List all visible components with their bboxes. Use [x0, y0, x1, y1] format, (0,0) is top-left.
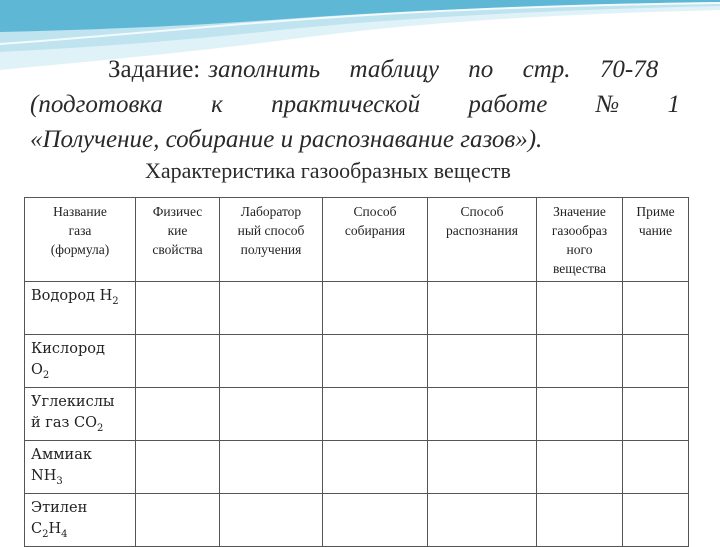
header-significance: Значение газообраз ного вещества — [537, 198, 623, 282]
task-word: № — [595, 91, 620, 118]
task-word: 1 — [667, 91, 680, 118]
table-row — [25, 282, 689, 335]
task-word: работе — [468, 91, 548, 118]
table-cell[interactable] — [220, 388, 323, 441]
table-cell[interactable] — [136, 282, 220, 335]
task-line-2 — [30, 87, 680, 122]
table-cell[interactable] — [220, 282, 323, 335]
table-cell[interactable] — [323, 335, 428, 388]
table-cell[interactable] — [623, 494, 689, 547]
task-label: Задание: — [108, 56, 201, 83]
table-cell[interactable] — [537, 282, 623, 335]
table-cell[interactable] — [220, 335, 323, 388]
header-collection-method: Способ собирания — [323, 198, 428, 282]
table-cell[interactable] — [428, 335, 537, 388]
table-cell[interactable] — [623, 282, 689, 335]
table-cell[interactable] — [323, 388, 428, 441]
table-cell[interactable] — [537, 494, 623, 547]
header-physical-properties: Физичес кие свойства — [136, 198, 220, 282]
table-row — [25, 441, 689, 494]
gas-characteristics-table — [24, 197, 689, 547]
table-cell[interactable] — [623, 335, 689, 388]
table-cell[interactable] — [537, 441, 623, 494]
header-recognition-method: Способ распознания — [428, 198, 537, 282]
gas-name-cell: Этилен $C_2H_4$ — [25, 494, 136, 547]
table-cell[interactable] — [323, 282, 428, 335]
task-word: к — [211, 91, 223, 118]
task-word: стр. — [522, 56, 571, 83]
gas-name-cell: Углекислы й газ $CO_2$ — [25, 388, 136, 441]
task-line-1 — [30, 52, 680, 87]
table-cell[interactable] — [428, 388, 537, 441]
task-word: таблицу — [349, 56, 439, 83]
table-cell[interactable] — [537, 335, 623, 388]
gas-name-cell: Водород $H_2$ — [25, 282, 136, 335]
table-caption: Характеристика газообразных веществ — [145, 158, 511, 183]
task-word: по — [468, 56, 494, 83]
table-row — [25, 335, 689, 388]
gas-name-cell: Аммиак $NH_3$ — [25, 441, 136, 494]
gas-name-cell: Кислород $O_2$ — [25, 335, 136, 388]
table-cell[interactable] — [136, 441, 220, 494]
table-row — [25, 494, 689, 547]
table-cell[interactable] — [623, 441, 689, 494]
header-lab-method: Лаборатор ный способ получения — [220, 198, 323, 282]
table-cell[interactable] — [623, 388, 689, 441]
task-word: практической — [271, 91, 421, 118]
task-word: заполнить — [208, 56, 321, 83]
table-row — [25, 388, 689, 441]
task-instructions — [30, 52, 680, 157]
table-cell[interactable] — [220, 441, 323, 494]
table-cell[interactable] — [323, 441, 428, 494]
task-word: 70-78 — [599, 56, 659, 83]
task-line-3: «Получение, собирание и распознавание газов»). — [30, 126, 543, 153]
table-cell[interactable] — [428, 494, 537, 547]
table-cell[interactable] — [323, 494, 428, 547]
table-cell[interactable] — [428, 282, 537, 335]
table-cell[interactable] — [136, 494, 220, 547]
table-cell[interactable] — [136, 388, 220, 441]
table-cell[interactable] — [537, 388, 623, 441]
table-cell[interactable] — [136, 335, 220, 388]
header-gas-name: Название газа (формула) — [25, 198, 136, 282]
header-notes: Приме чание — [623, 198, 689, 282]
table-cell[interactable] — [428, 441, 537, 494]
table-cell[interactable] — [220, 494, 323, 547]
task-word: (подготовка — [30, 91, 163, 118]
table-header-row — [25, 198, 689, 282]
